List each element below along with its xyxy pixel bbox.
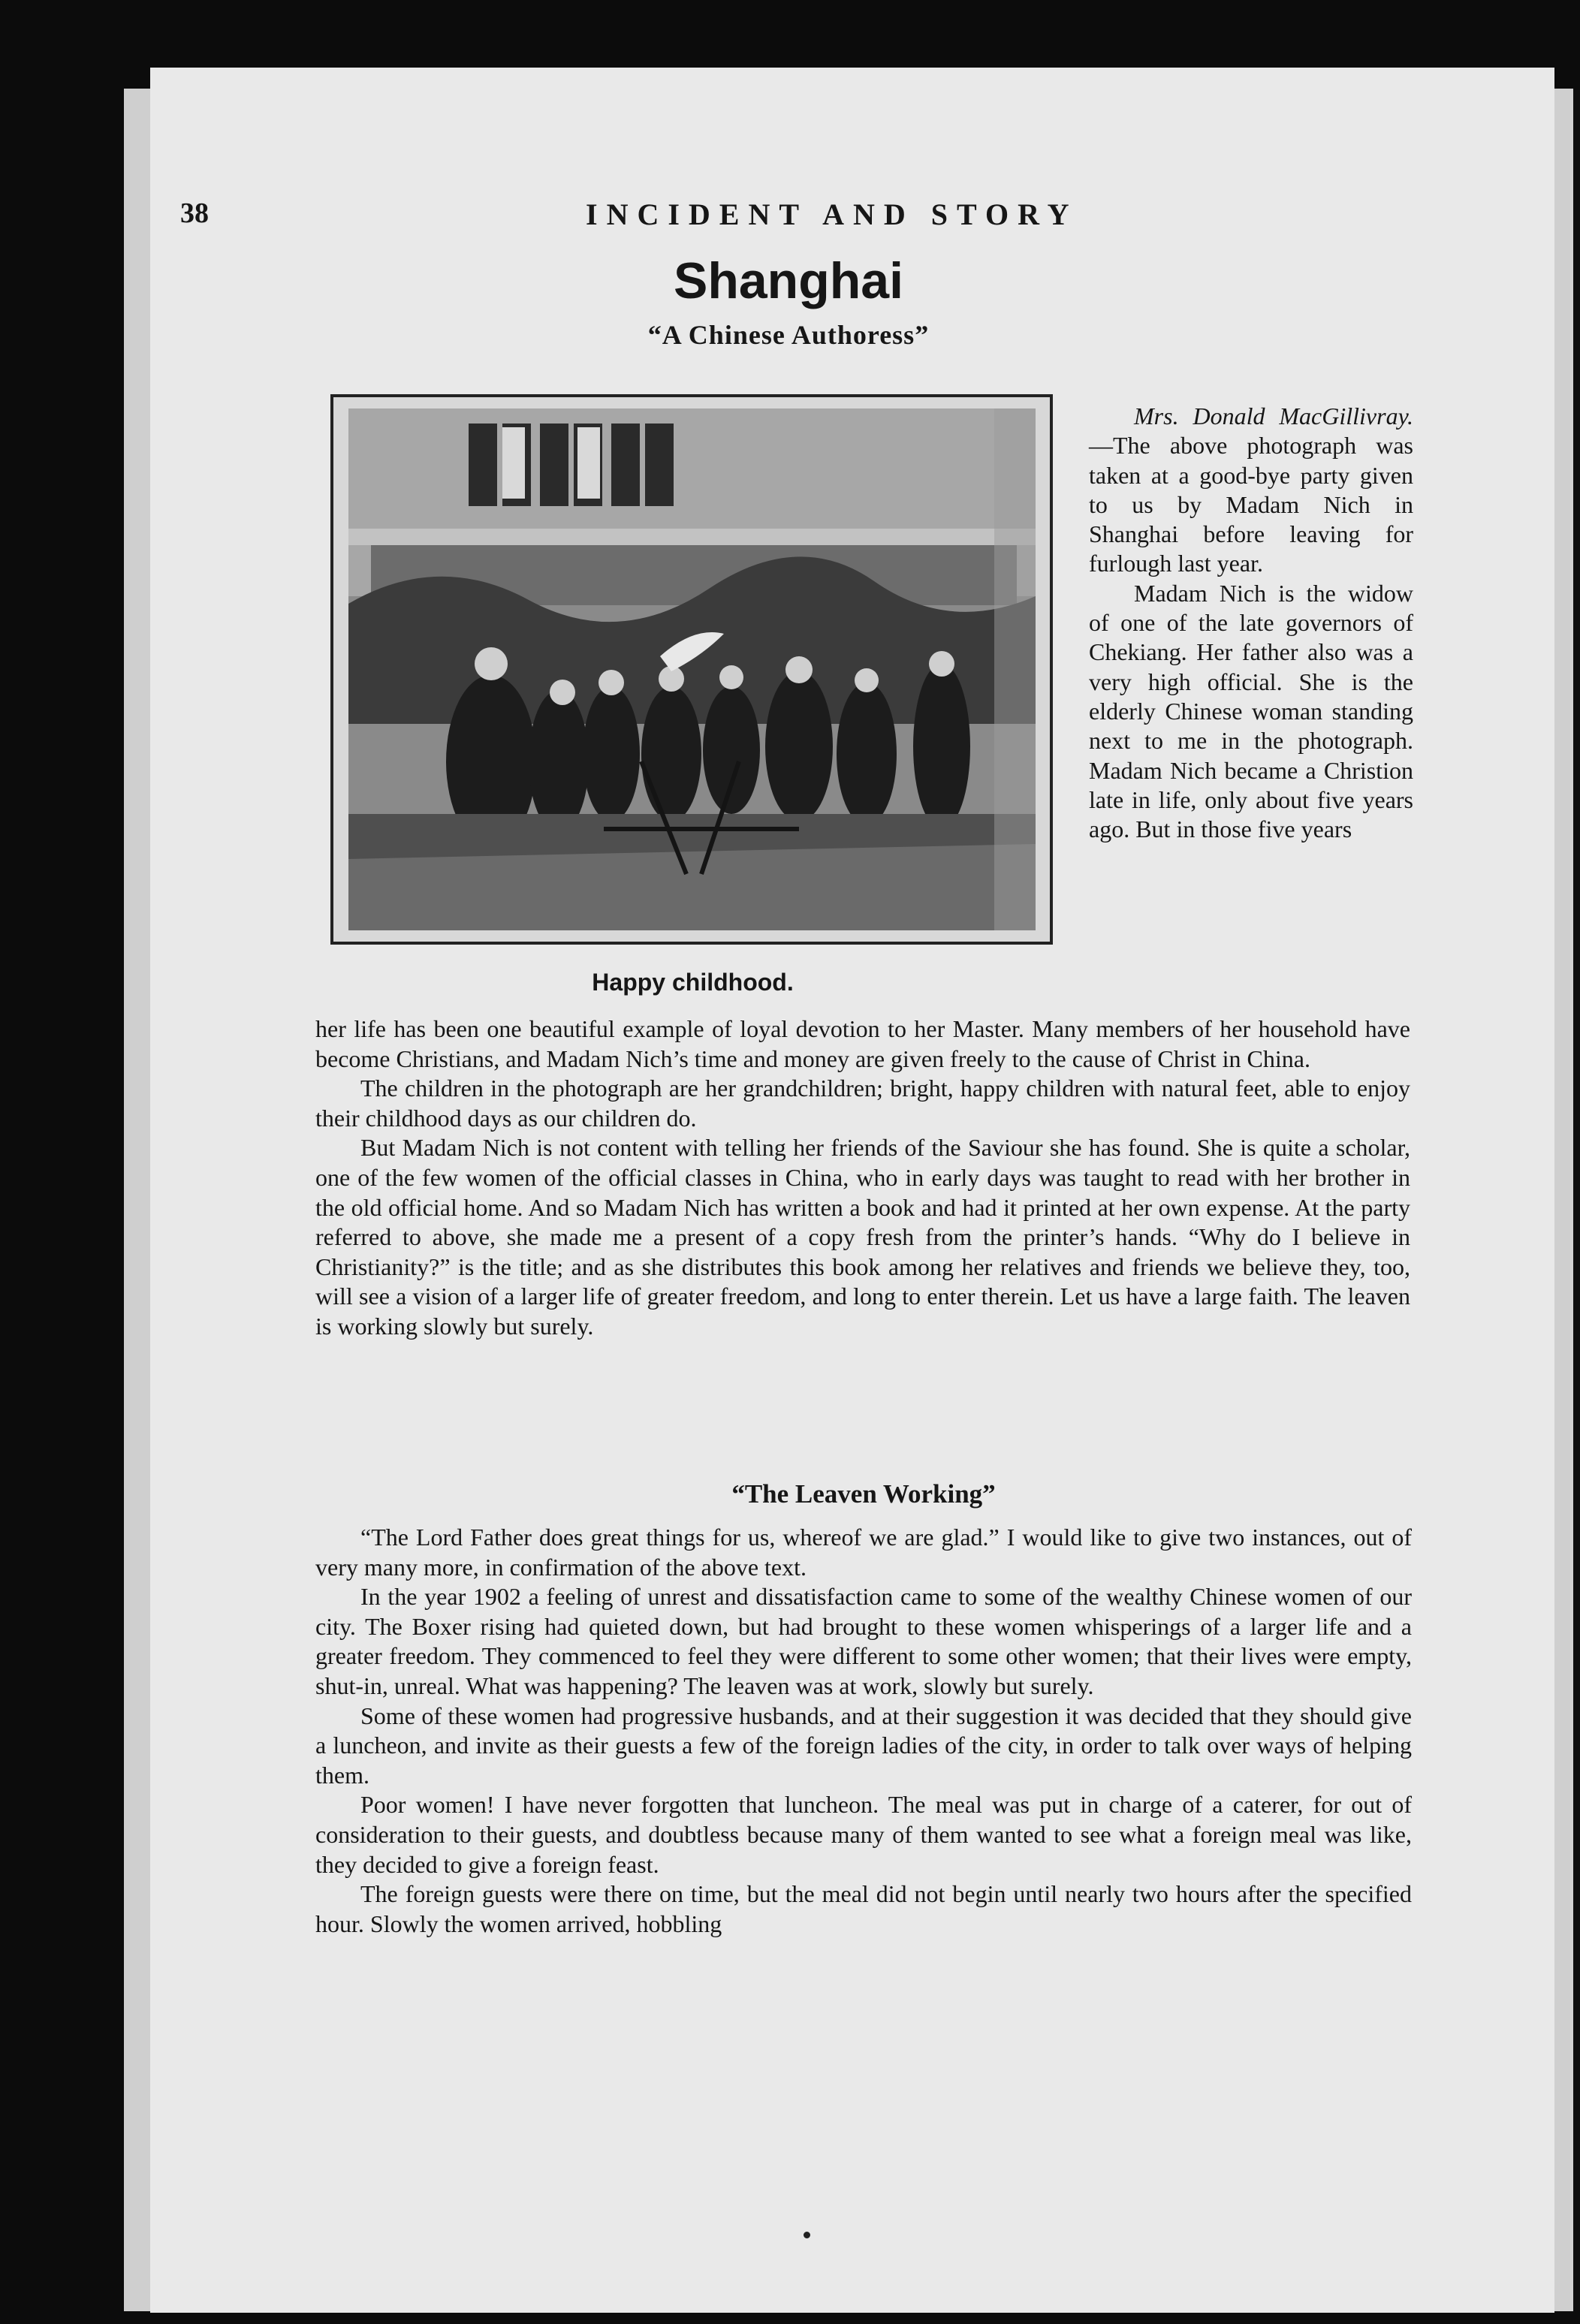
section-paragraph: The foreign guests were there on time, but the meal did not begin until nearly two hours after the specified hour. Slowly the women arrived, hobbling [315,1880,1412,1937]
body-paragraph: But Madam Nich is not content with telling her friends of the Saviour she has found. She is quite a scholar, one of the few women of the official classes in China, who in early days was taught to read with her brother in the old official home. And so Madam Nich has written a book and had it printed at her own expense. At the party referred to above, she made me a present of a copy fresh from the printer’s hands. “Why do I believe in Christianity?” is the title; and as she distributes this book among her relatives and friends we believe they, too, will see a vision of a larger life of greater freedom, and long to enter therein. Let us have a large faith. The leaven is working slowly but surely. [315,1134,1410,1340]
page-number: 38 [180,197,209,229]
body-paragraph: her life has been one beautiful example of loyal devotion to her Master. Many members of her household have become Christians, and Madam Nich’s time and money are given freely to the cause of Christ in China. [315,1015,1410,1072]
section-paragraph: “The Lord Father does great things for us, whereof we are glad.” I would like to give two instances, out of very many more, in confirmation of the above text. [315,1524,1412,1581]
section-paragraph: In the year 1902 a feeling of unrest and dissatisfaction came to some of the wealthy Chinese women of our city. The Boxer rising had quieted down, but had brought to these women whisperings of a larger life and a greater freedom. They commenced to feel they were different to some other women; that their lives were empty, shut-in, unreal. What was happening? The leaven was at work, slowly but surely. [315,1583,1412,1699]
side-paragraph-1-text: —The above photograph was taken at a good-bye party given to us by Madam Nich in Shanghai before leaving for furlough last year. [1089,432,1413,577]
byline: Mrs. Donald MacGillivray. [1134,402,1413,430]
side-paragraph-2: Madam Nich is the widow of one of the late governors of Chekiang. Her father also was a very high official. She is the elderly Chinese woman standing next to me in the photograph. Madam Nich became a Christion late in life, only about five years ago. But in those five years [1089,579,1413,843]
running-title: INCIDENT AND STORY [586,197,1078,231]
article-title: Shanghai [673,252,904,309]
side-column [1089,402,1413,844]
photo-frame [330,394,1053,945]
section-paragraph: Poor women! I have never forgotten that luncheon. The meal was put in charge of a caterer, for out of consideration to their guests, and doubtless because many of them wanted to see what a foreign meal was like, they decided to give a foreign feast. [315,1791,1412,1878]
section-heading: “The Leaven Working” [731,1479,996,1509]
section-body [315,1523,1412,1939]
photo-caption: Happy childhood. [592,969,794,996]
group-photograph [348,408,1036,930]
body-paragraph: The children in the photograph are her grandchildren; bright, happy children with natural feet, able to enjoy their childhood days as our children do. [315,1075,1410,1132]
footer-dot [804,2232,810,2238]
article-subtitle: “A Chinese Authoress” [647,320,930,350]
section-paragraph: Some of these women had progressive husbands, and at their suggestion it was decided that they should give a luncheon, and invite as their guests a few of the foreign ladies of the city, in order to talk over ways of helping them. [315,1702,1412,1789]
side-paragraph-1 [1089,402,1413,579]
running-head [180,197,1126,242]
article-body [315,1014,1410,1342]
